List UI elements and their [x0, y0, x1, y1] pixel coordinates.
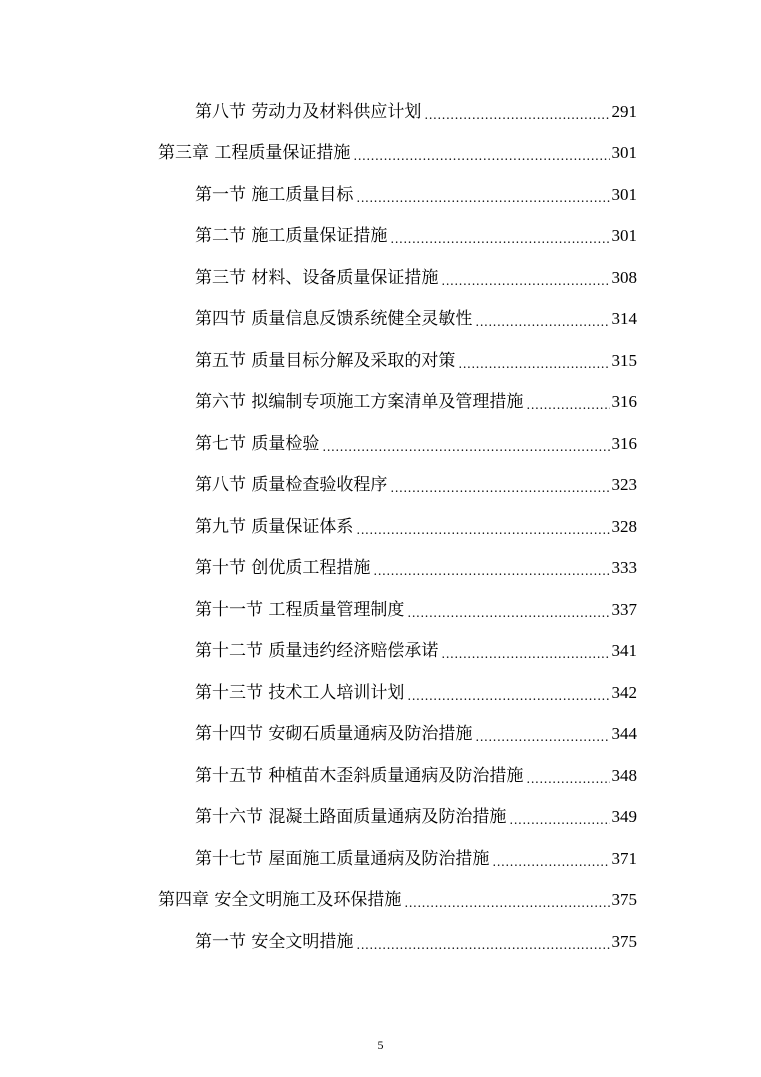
toc-entry-title: 第三章 工程质量保证措施	[158, 143, 351, 164]
toc-entry-title: 第八节 劳动力及材料供应计划	[195, 101, 422, 122]
toc-entry-page-number: 341	[611, 641, 637, 661]
toc-entry-page-number: 348	[611, 765, 637, 785]
toc-dot-leader	[475, 312, 609, 332]
toc-entry-page-number: 308	[611, 267, 637, 287]
toc-chapter-entry[interactable]	[0, 133, 761, 175]
toc-entry-page-number: 316	[611, 392, 637, 412]
toc-section-entry[interactable]	[0, 631, 761, 673]
toc-entry-page-number: 375	[611, 890, 637, 910]
page-number: 5	[377, 1038, 384, 1052]
toc-section-entry[interactable]	[0, 465, 761, 507]
toc-entry-title: 第七节 质量检验	[195, 433, 320, 454]
toc-entry-title: 第十一节 工程质量管理制度	[195, 599, 405, 620]
toc-entry-page-number: 349	[611, 807, 637, 827]
toc-section-entry[interactable]	[0, 589, 761, 631]
toc-entry-page-number: 291	[611, 101, 637, 121]
toc-entry-title: 第十六节 混凝土路面质量通病及防治措施	[195, 807, 507, 828]
toc-entry-title: 第十五节 种植苗木歪斜质量通病及防治措施	[195, 765, 524, 786]
toc-section-entry[interactable]	[0, 91, 761, 133]
toc-entry-title: 第四章 安全文明施工及环保措施	[158, 890, 402, 911]
toc-dot-leader	[390, 229, 609, 249]
toc-entry-page-number: 333	[611, 558, 637, 578]
toc-entry-title: 第一节 施工质量目标	[195, 184, 354, 205]
toc-dot-leader	[373, 561, 609, 581]
toc-entry-title: 第六节 拟编制专项施工方案清单及管理措施	[195, 392, 524, 413]
toc-dot-leader	[407, 686, 609, 706]
toc-section-entry[interactable]	[0, 216, 761, 258]
toc-dot-leader	[458, 354, 609, 374]
toc-section-entry[interactable]	[0, 921, 761, 963]
toc-entry-page-number: 375	[611, 931, 637, 951]
toc-entry-title: 第十节 创优质工程措施	[195, 558, 371, 579]
toc-section-entry[interactable]	[0, 714, 761, 756]
toc-chapter-entry[interactable]	[0, 880, 761, 922]
toc-dot-leader	[356, 520, 609, 540]
toc-entry-title: 第四节 质量信息反馈系统健全灵敏性	[195, 309, 473, 330]
table-of-contents	[0, 91, 761, 963]
toc-section-entry[interactable]	[0, 299, 761, 341]
toc-dot-leader	[356, 188, 609, 208]
toc-entry-page-number: 316	[611, 433, 637, 453]
toc-entry-page-number: 301	[611, 143, 637, 163]
toc-dot-leader	[441, 644, 609, 664]
toc-entry-title: 第一节 安全文明措施	[195, 931, 354, 952]
toc-dot-leader	[356, 935, 609, 955]
toc-dot-leader	[475, 727, 609, 747]
toc-dot-leader	[407, 603, 609, 623]
toc-entry-page-number: 342	[611, 682, 637, 702]
toc-dot-leader	[353, 146, 609, 166]
toc-entry-page-number: 337	[611, 599, 637, 619]
toc-entry-page-number: 328	[611, 516, 637, 536]
toc-entry-page-number: 323	[611, 475, 637, 495]
toc-dot-leader	[404, 893, 609, 913]
toc-section-entry[interactable]	[0, 382, 761, 424]
toc-entry-title: 第八节 质量检查验收程序	[195, 475, 388, 496]
toc-section-entry[interactable]	[0, 506, 761, 548]
toc-entry-title: 第九节 质量保证体系	[195, 516, 354, 537]
toc-section-entry[interactable]	[0, 797, 761, 839]
toc-entry-title: 第十三节 技术工人培训计划	[195, 682, 405, 703]
toc-dot-leader	[390, 478, 609, 498]
toc-entry-page-number: 371	[611, 848, 637, 868]
toc-entry-title: 第三节 材料、设备质量保证措施	[195, 267, 439, 288]
toc-entry-title: 第十七节 屋面施工质量通病及防治措施	[195, 848, 490, 869]
toc-section-entry[interactable]	[0, 423, 761, 465]
toc-entry-title: 第十四节 安砌石质量通病及防治措施	[195, 724, 473, 745]
toc-entry-page-number: 301	[611, 226, 637, 246]
toc-entry-title: 第五节 质量目标分解及采取的对策	[195, 350, 456, 371]
toc-dot-leader	[322, 437, 609, 457]
toc-dot-leader	[509, 810, 609, 830]
toc-dot-leader	[526, 769, 609, 789]
toc-entry-page-number: 314	[611, 309, 637, 329]
toc-section-entry[interactable]	[0, 257, 761, 299]
toc-section-entry[interactable]	[0, 174, 761, 216]
toc-section-entry[interactable]	[0, 838, 761, 880]
toc-section-entry[interactable]	[0, 672, 761, 714]
toc-entry-title: 第十二节 质量违约经济赔偿承诺	[195, 641, 439, 662]
toc-dot-leader	[492, 852, 609, 872]
toc-dot-leader	[424, 105, 609, 125]
toc-dot-leader	[441, 271, 609, 291]
toc-section-entry[interactable]	[0, 755, 761, 797]
toc-section-entry[interactable]	[0, 340, 761, 382]
toc-section-entry[interactable]	[0, 548, 761, 590]
toc-entry-title: 第二节 施工质量保证措施	[195, 226, 388, 247]
toc-entry-page-number: 301	[611, 184, 637, 204]
toc-entry-page-number: 315	[611, 350, 637, 370]
toc-entry-page-number: 344	[611, 724, 637, 744]
toc-dot-leader	[526, 395, 609, 415]
